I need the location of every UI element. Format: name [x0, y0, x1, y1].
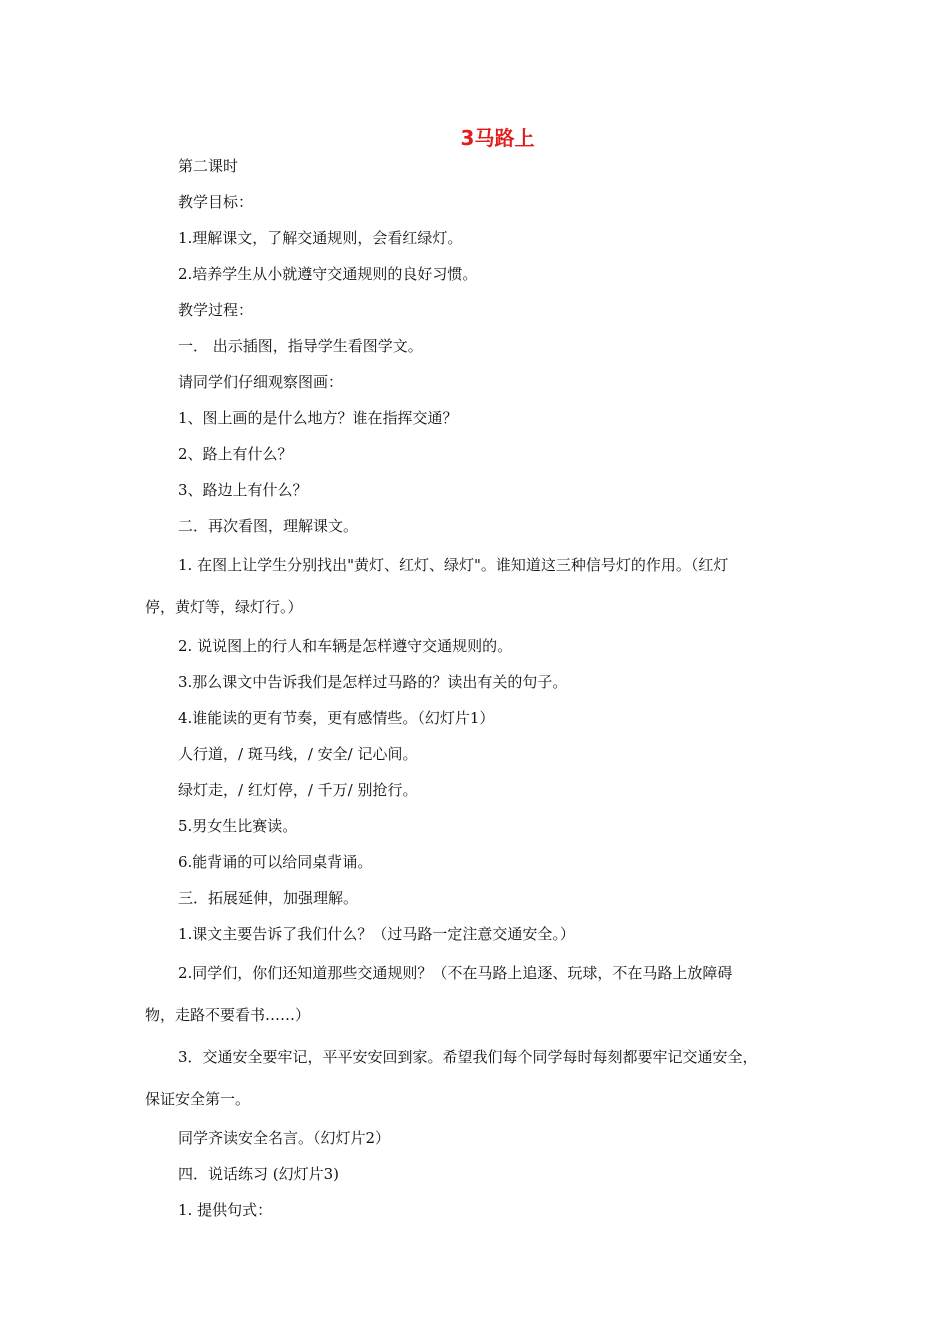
document-body	[145, 148, 815, 1228]
paragraph: 1.课文主要告诉了我们什么？（过马路一定注意交通安全。）	[178, 925, 575, 943]
paragraph: 1.理解课文，了解交通规则，会看红绿灯。	[178, 229, 463, 247]
paragraph: 3.那么课文中告诉我们是怎样过马路的？读出有关的句子。	[178, 673, 568, 691]
paragraph: 一． 出示插图，指导学生看图学文。	[178, 337, 423, 355]
paragraph: 2. 说说图上的行人和车辆是怎样遵守交通规则的。	[178, 637, 513, 655]
paragraph: 请同学们仔细观察图画：	[178, 373, 344, 391]
paragraph: 教学过程：	[178, 301, 254, 319]
paragraph: 2、路上有什么？	[178, 445, 293, 463]
paragraph: 三．拓展延伸，加强理解。	[178, 889, 359, 907]
paragraph: 第二课时	[178, 157, 239, 175]
paragraph-wrapped	[145, 544, 815, 628]
paragraph: 1、图上画的是什么地方？谁在指挥交通？	[178, 409, 458, 427]
paragraph-wrapped	[145, 1036, 815, 1120]
document-title: 3马路上	[460, 126, 535, 150]
paragraph-line: 停，黄灯等，绿灯行。）	[145, 598, 303, 616]
paragraph: 二．再次看图，理解课文。	[178, 517, 359, 535]
paragraph: 3、路边上有什么？	[178, 481, 308, 499]
paragraph-line: 1. 在图上让学生分别找出"黄灯、红灯、绿灯"。谁知道这三种信号灯的作用。（红灯	[178, 556, 729, 574]
paragraph: 4.谁能读的更有节奏，更有感情些。（幻灯片1）	[178, 709, 495, 727]
paragraph-wrapped	[145, 952, 815, 1036]
paragraph: 绿灯走，/ 红灯停，/ 千万/ 别抢行。	[178, 781, 418, 799]
paragraph-line: 保证安全第一。	[145, 1090, 251, 1108]
paragraph: 四．说话练习 (幻灯片3)	[178, 1165, 340, 1183]
paragraph: 5.男女生比赛读。	[178, 817, 298, 835]
paragraph-line: 物，走路不要看书……）	[145, 1006, 311, 1024]
paragraph: 教学目标：	[178, 193, 254, 211]
paragraph: 1. 提供句式：	[178, 1201, 273, 1219]
paragraph: 6.能背诵的可以给同桌背诵。	[178, 853, 373, 871]
paragraph: 2.培养学生从小就遵守交通规则的良好习惯。	[178, 265, 478, 283]
paragraph-line: 2.同学们，你们还知道那些交通规则？（不在马路上追逐、玩球，不在马路上放障碍	[178, 964, 733, 982]
paragraph: 同学齐读安全名言。（幻灯片2）	[178, 1129, 391, 1147]
paragraph: 人行道，/ 斑马线，/ 安全/ 记心间。	[178, 745, 418, 763]
paragraph-line: 3．交通安全要牢记，平平安安回到家。希望我们每个同学每时每刻都要牢记交通安全，	[178, 1048, 758, 1066]
